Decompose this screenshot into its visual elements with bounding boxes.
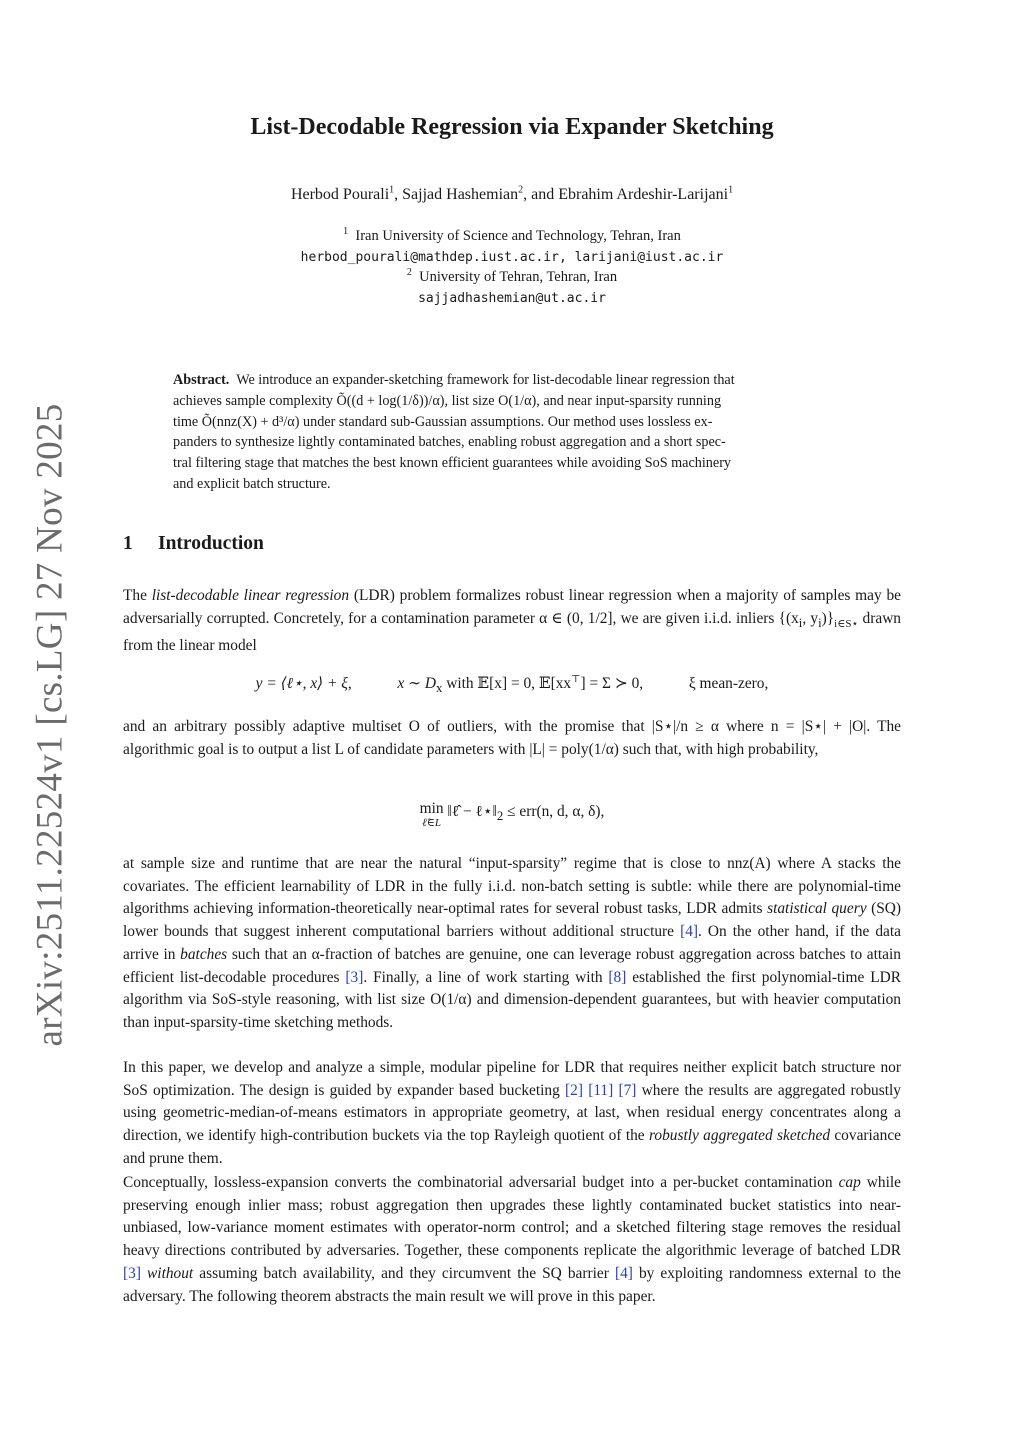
affiliation-1-mark: 1 bbox=[343, 226, 349, 238]
text-run: where the results are aggregated robustly using geometric-median-of-means estimators in appropriate geometry, at last, when residual energy concentrates along a direction, we identify high-contribution buckets via the top Rayleigh quotient of the bbox=[123, 1081, 901, 1145]
author-separator: , bbox=[394, 186, 403, 203]
abstract-line: tral filtering stage that matches the best known efficient guarantees while avoiding SoS machinery bbox=[173, 455, 732, 472]
author-1: Herbod Pourali bbox=[290, 186, 390, 203]
affiliation-2-email: sajjadhashemian@ut.ac.ir bbox=[418, 291, 606, 306]
paragraph-2: and an arbitrary possibly adaptive multiset O of outliers, with the promise that |S⋆|/n ≥ α where n = |S⋆| + |O|. The algorithmic goal is to output a list L of candidate parameters with |L| = poly(1/α) such that, with high probability, bbox=[123, 718, 901, 758]
emphasis: batches bbox=[180, 945, 228, 963]
emphasis: list-decodable linear regression bbox=[151, 587, 350, 604]
subscript: x bbox=[435, 681, 443, 696]
paragraph-4 bbox=[123, 1057, 901, 1171]
affiliation-2-mark: 2 bbox=[406, 267, 412, 279]
abstract-line: and explicit batch structure. bbox=[173, 475, 331, 492]
equation-rhs: ξ mean-zero, bbox=[688, 675, 769, 692]
text-run: (LDR) problem formalizes robust linear regression when a majority of samples may be adversarially corrupted. Concretely, for a contamination parameter α ∈ (0, 1/2], we are given i.i.d. inliers {(x bbox=[123, 587, 901, 627]
text-run: . On the other hand, if the data arrive in bbox=[123, 923, 901, 963]
arxiv-identifier bbox=[28, 403, 72, 1047]
subscript: 2 bbox=[496, 809, 504, 824]
emphasis: cap bbox=[838, 1174, 861, 1191]
paragraph-5 bbox=[123, 1172, 901, 1308]
text-run: . Finally, a line of work starting with bbox=[363, 968, 609, 986]
text-run: such that an α-fraction of batches are genuine, one can leverage robust aggregation across batches to attain efficient list-decodable procedures bbox=[123, 945, 901, 986]
author-2: Sajjad Hashemian bbox=[402, 186, 519, 203]
abstract-line: achieves sample complexity Õ((d + log(1/δ))/α), list size O(1/α), and near input-sparsity running bbox=[173, 392, 722, 409]
equation-lhs: y = ⟨ℓ⋆, x⟩ + ξ, bbox=[255, 675, 352, 692]
text-run: covariance and prune them. bbox=[123, 1127, 901, 1167]
min-subscript: ℓ̂∈L bbox=[422, 817, 441, 829]
section-heading bbox=[123, 533, 264, 555]
superscript: ⊤ bbox=[571, 673, 581, 685]
citation-link[interactable]: [4] bbox=[680, 923, 699, 941]
citation-link[interactable]: [3] bbox=[345, 968, 364, 986]
abstract-line: time Õ(nnz(X) + d³/α) under standard sub-Gaussian assumptions. Our method uses lossless ex- bbox=[173, 413, 713, 430]
equation-error-bound bbox=[0, 802, 1024, 830]
min-operator bbox=[420, 802, 444, 830]
text-run: established the first polynomial-time LDR algorithm via SoS-style reasoning, with list size O(1/α) and dimension-dependent guarantees, but with heavier computation than input-sparsity-time sketching methods. bbox=[123, 968, 901, 1031]
min-label: min bbox=[419, 800, 444, 817]
affiliation-1-emails: herbod_pourali@mathdep.iust.ac.ir, larijani@iust.ac.ir bbox=[300, 250, 724, 265]
affiliation-1 bbox=[0, 228, 1024, 245]
affiliation-1-text: Iran University of Science and Technology, Tehran, Iran bbox=[355, 228, 681, 244]
equation-part: ] = Σ ≻ 0, bbox=[580, 675, 644, 692]
text-run: )} bbox=[821, 609, 835, 627]
abstract-label: Abstract. bbox=[173, 372, 230, 388]
equation-linear-model bbox=[0, 674, 1024, 696]
affiliation-2 bbox=[0, 269, 1024, 286]
text-run: (SQ) lower bounds that suggest inherent computational barriers without additional structure bbox=[123, 900, 901, 941]
citation-link[interactable]: [8] bbox=[608, 968, 627, 986]
text-run: drawn from the linear model bbox=[123, 609, 902, 655]
abstract bbox=[173, 370, 853, 495]
text-run: at sample size and runtime that are near the natural “input-sparsity” regime that is close to nnz(A) where A stacks the covariates. The efficient learnability of LDR in the fully i.i.d. non-batch setting is subtle: while there are polynomial-time algorithms achieving information-theoretically near-optimal rates for several robust tasks, LDR admits bbox=[123, 855, 901, 918]
emphasis: robustly aggregated sketched bbox=[648, 1127, 831, 1145]
citation-link[interactable]: [7] bbox=[618, 1081, 637, 1099]
paragraph-3 bbox=[123, 853, 901, 1035]
section-number: 1 bbox=[123, 533, 133, 554]
abstract-line: panders to synthesize lightly contaminated batches, enabling robust aggregation and a short spec- bbox=[173, 434, 726, 451]
arxiv-id-text: arXiv:2511.22524v1 [cs.LG] 27 Nov 2025 bbox=[29, 403, 71, 1047]
citation-link[interactable]: [2] bbox=[565, 1081, 583, 1099]
author-separator: , and bbox=[523, 186, 559, 203]
paper-title: List-Decodable Regression via Expander Sketching bbox=[250, 114, 774, 140]
equation-part: ‖ℓ̂ − ℓ⋆‖ bbox=[447, 803, 497, 820]
affiliation-2-text: University of Tehran, Tehran, Iran bbox=[419, 269, 618, 285]
equation-part: with 𝔼[x] = 0, 𝔼[xx bbox=[442, 675, 572, 692]
text-run: by exploiting randomness external to the adversary. The following theorem abstracts the main result we will prove in this paper. bbox=[123, 1264, 901, 1305]
text-run: , y bbox=[802, 609, 819, 627]
subscript: i bbox=[818, 615, 822, 630]
emphasis: statistical query bbox=[767, 900, 867, 918]
text-run: Conceptually, lossless-expansion converts the combinatorial adversarial budget into a per-bucket contamination bbox=[123, 1174, 839, 1191]
text-run: The bbox=[123, 587, 152, 604]
text-run: assuming batch availability, and they circumvent the SQ barrier bbox=[193, 1264, 615, 1282]
equation-part: ≤ err(n, d, α, δ), bbox=[503, 803, 605, 820]
text-run: In this paper, we develop and analyze a simple, modular pipeline for LDR that requires neither explicit batch structure nor SoS optimization. The design is guided by expander based bucketing bbox=[123, 1059, 901, 1099]
author-list bbox=[0, 186, 1024, 204]
citation-link[interactable]: [3] bbox=[123, 1264, 141, 1282]
abstract-line bbox=[173, 370, 853, 391]
subscript: i bbox=[798, 615, 803, 630]
equation-part: x ∼ D bbox=[397, 675, 436, 692]
citation-link[interactable]: [4] bbox=[614, 1264, 633, 1282]
subscript: i∈S⋆ bbox=[834, 617, 859, 630]
text-run: while preserving enough inlier mass; robust aggregation then upgrades these lightly contaminated bucket statistics into near-unbiased, low-variance moment estimates with operator-norm control; and a sketched filtering stage removes the residual heavy directions contributed by adversaries. Together, these components replicate the algorithmic leverage of batched LDR bbox=[123, 1174, 901, 1260]
author-3-affil: 1 bbox=[728, 184, 734, 196]
paragraph-1 bbox=[123, 585, 901, 658]
section-title: Introduction bbox=[158, 533, 264, 554]
author-1-affil: 1 bbox=[389, 184, 395, 196]
author-2-affil: 2 bbox=[518, 184, 524, 196]
citation-link[interactable]: [11] bbox=[588, 1081, 614, 1099]
author-3: Ebrahim Ardeshir-Larijani bbox=[558, 186, 729, 203]
abstract-text: We introduce an expander-sketching framework for list-decodable linear regression that bbox=[236, 372, 735, 388]
emphasis: without bbox=[147, 1264, 194, 1282]
